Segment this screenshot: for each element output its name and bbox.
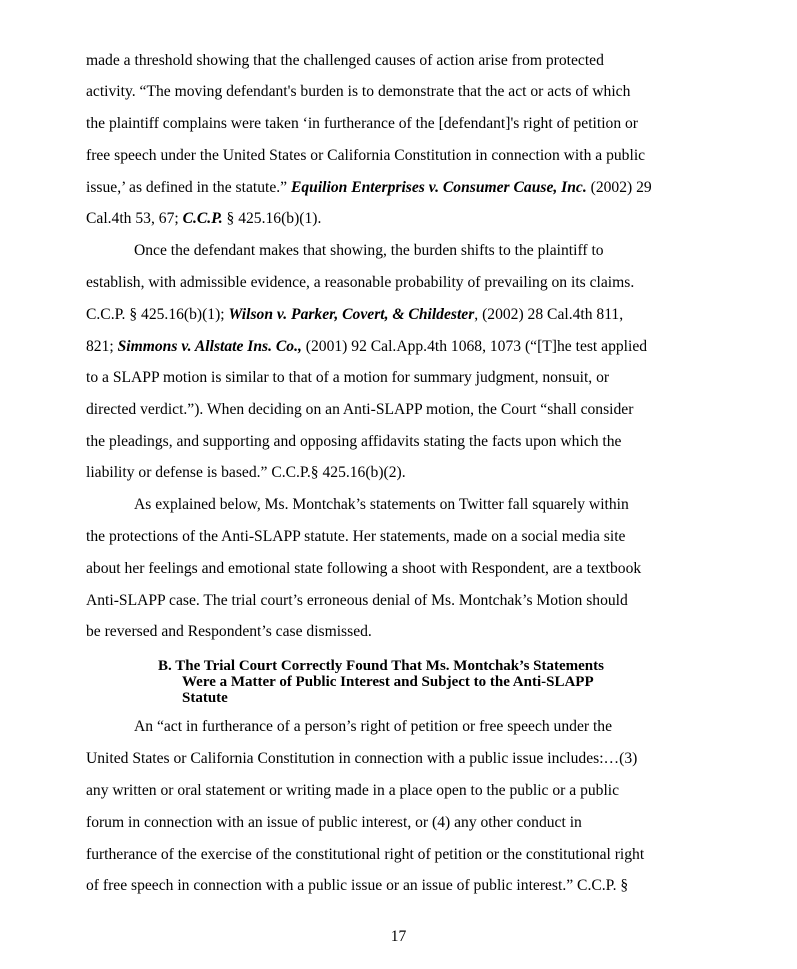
body-line: United States or California Constitution in connection with a public issue includes:…(3) — [86, 750, 638, 767]
text-run: C.C.P. § 425.16(b)(1); — [86, 306, 229, 323]
body-line: free speech under the United States or California Constitution in connection with a public — [86, 147, 646, 164]
text-run: , (2002) 28 Cal.4th 811, — [474, 306, 624, 323]
text-run: § 425.16(b)(1). — [222, 210, 322, 227]
section-heading-line: Statute — [182, 690, 228, 706]
case-citation: Simmons v. Allstate Ins. Co., — [117, 338, 302, 355]
body-line: Anti-SLAPP case. The trial court’s erroneous denial of Ms. Montchak’s Motion should — [86, 592, 628, 609]
text-run: Cal.4th 53, 67; — [86, 210, 183, 227]
body-line: the protections of the Anti-SLAPP statute. Her statements, made on a social media site — [86, 528, 626, 545]
body-line: of free speech in connection with a public issue or an issue of public interest.” C.C.P. § — [86, 877, 629, 894]
body-line: directed verdict.”). When deciding on an Anti-SLAPP motion, the Court “shall consider — [86, 401, 634, 418]
section-heading-line: Were a Matter of Public Interest and Subject to the Anti-SLAPP — [182, 674, 594, 690]
body-line: liability or defense is based.” C.C.P.§ 425.16(b)(2). — [86, 464, 406, 481]
body-line — [86, 209, 321, 229]
body-line: to a SLAPP motion is similar to that of a motion for summary judgment, nonsuit, or — [86, 369, 610, 386]
text-run: issue,’ as defined in the statute.” — [86, 179, 291, 196]
body-line: any written or oral statement or writing made in a place open to the public or a public — [86, 782, 620, 799]
body-line — [86, 337, 647, 357]
section-heading-line: B. The Trial Court Correctly Found That Ms. Montchak’s Statements — [158, 658, 604, 674]
body-line: Once the defendant makes that showing, the burden shifts to the plaintiff to — [134, 242, 604, 259]
body-line — [86, 178, 652, 198]
body-line: As explained below, Ms. Montchak’s statements on Twitter fall squarely within — [134, 496, 629, 513]
body-line — [86, 305, 623, 325]
code-citation: C.C.P. — [182, 210, 223, 227]
text-run: (2002) 29 — [586, 179, 652, 196]
body-line: forum in connection with an issue of public interest, or (4) any other conduct in — [86, 814, 582, 831]
body-line: made a threshold showing that the challenged causes of action arise from protected — [86, 52, 604, 69]
body-line: the pleadings, and supporting and opposing affidavits stating the facts upon which the — [86, 433, 622, 450]
text-run: 821; — [86, 338, 118, 355]
body-line: establish, with admissible evidence, a reasonable probability of prevailing on its claims. — [86, 274, 635, 291]
page-number: 17 — [390, 928, 407, 945]
body-line: activity. “The moving defendant's burden is to demonstrate that the act or acts of which — [86, 83, 631, 100]
body-line: be reversed and Respondent’s case dismissed. — [86, 623, 372, 640]
body-line: the plaintiff complains were taken ‘in furtherance of the [defendant]'s right of petition or — [86, 115, 639, 132]
body-line: furtherance of the exercise of the constitutional right of petition or the constitutional right — [86, 846, 645, 863]
body-line: An “act in furtherance of a person’s right of petition or free speech under the — [134, 718, 613, 735]
text-run: (2001) 92 Cal.App.4th 1068, 1073 (“[T]he test applied — [301, 338, 648, 355]
case-citation: Equilion Enterprises v. Consumer Cause, Inc. — [290, 179, 587, 196]
case-citation: Wilson v. Parker, Covert, & Childester — [228, 306, 475, 323]
body-line: about her feelings and emotional state following a shoot with Respondent, are a textbook — [86, 560, 642, 577]
